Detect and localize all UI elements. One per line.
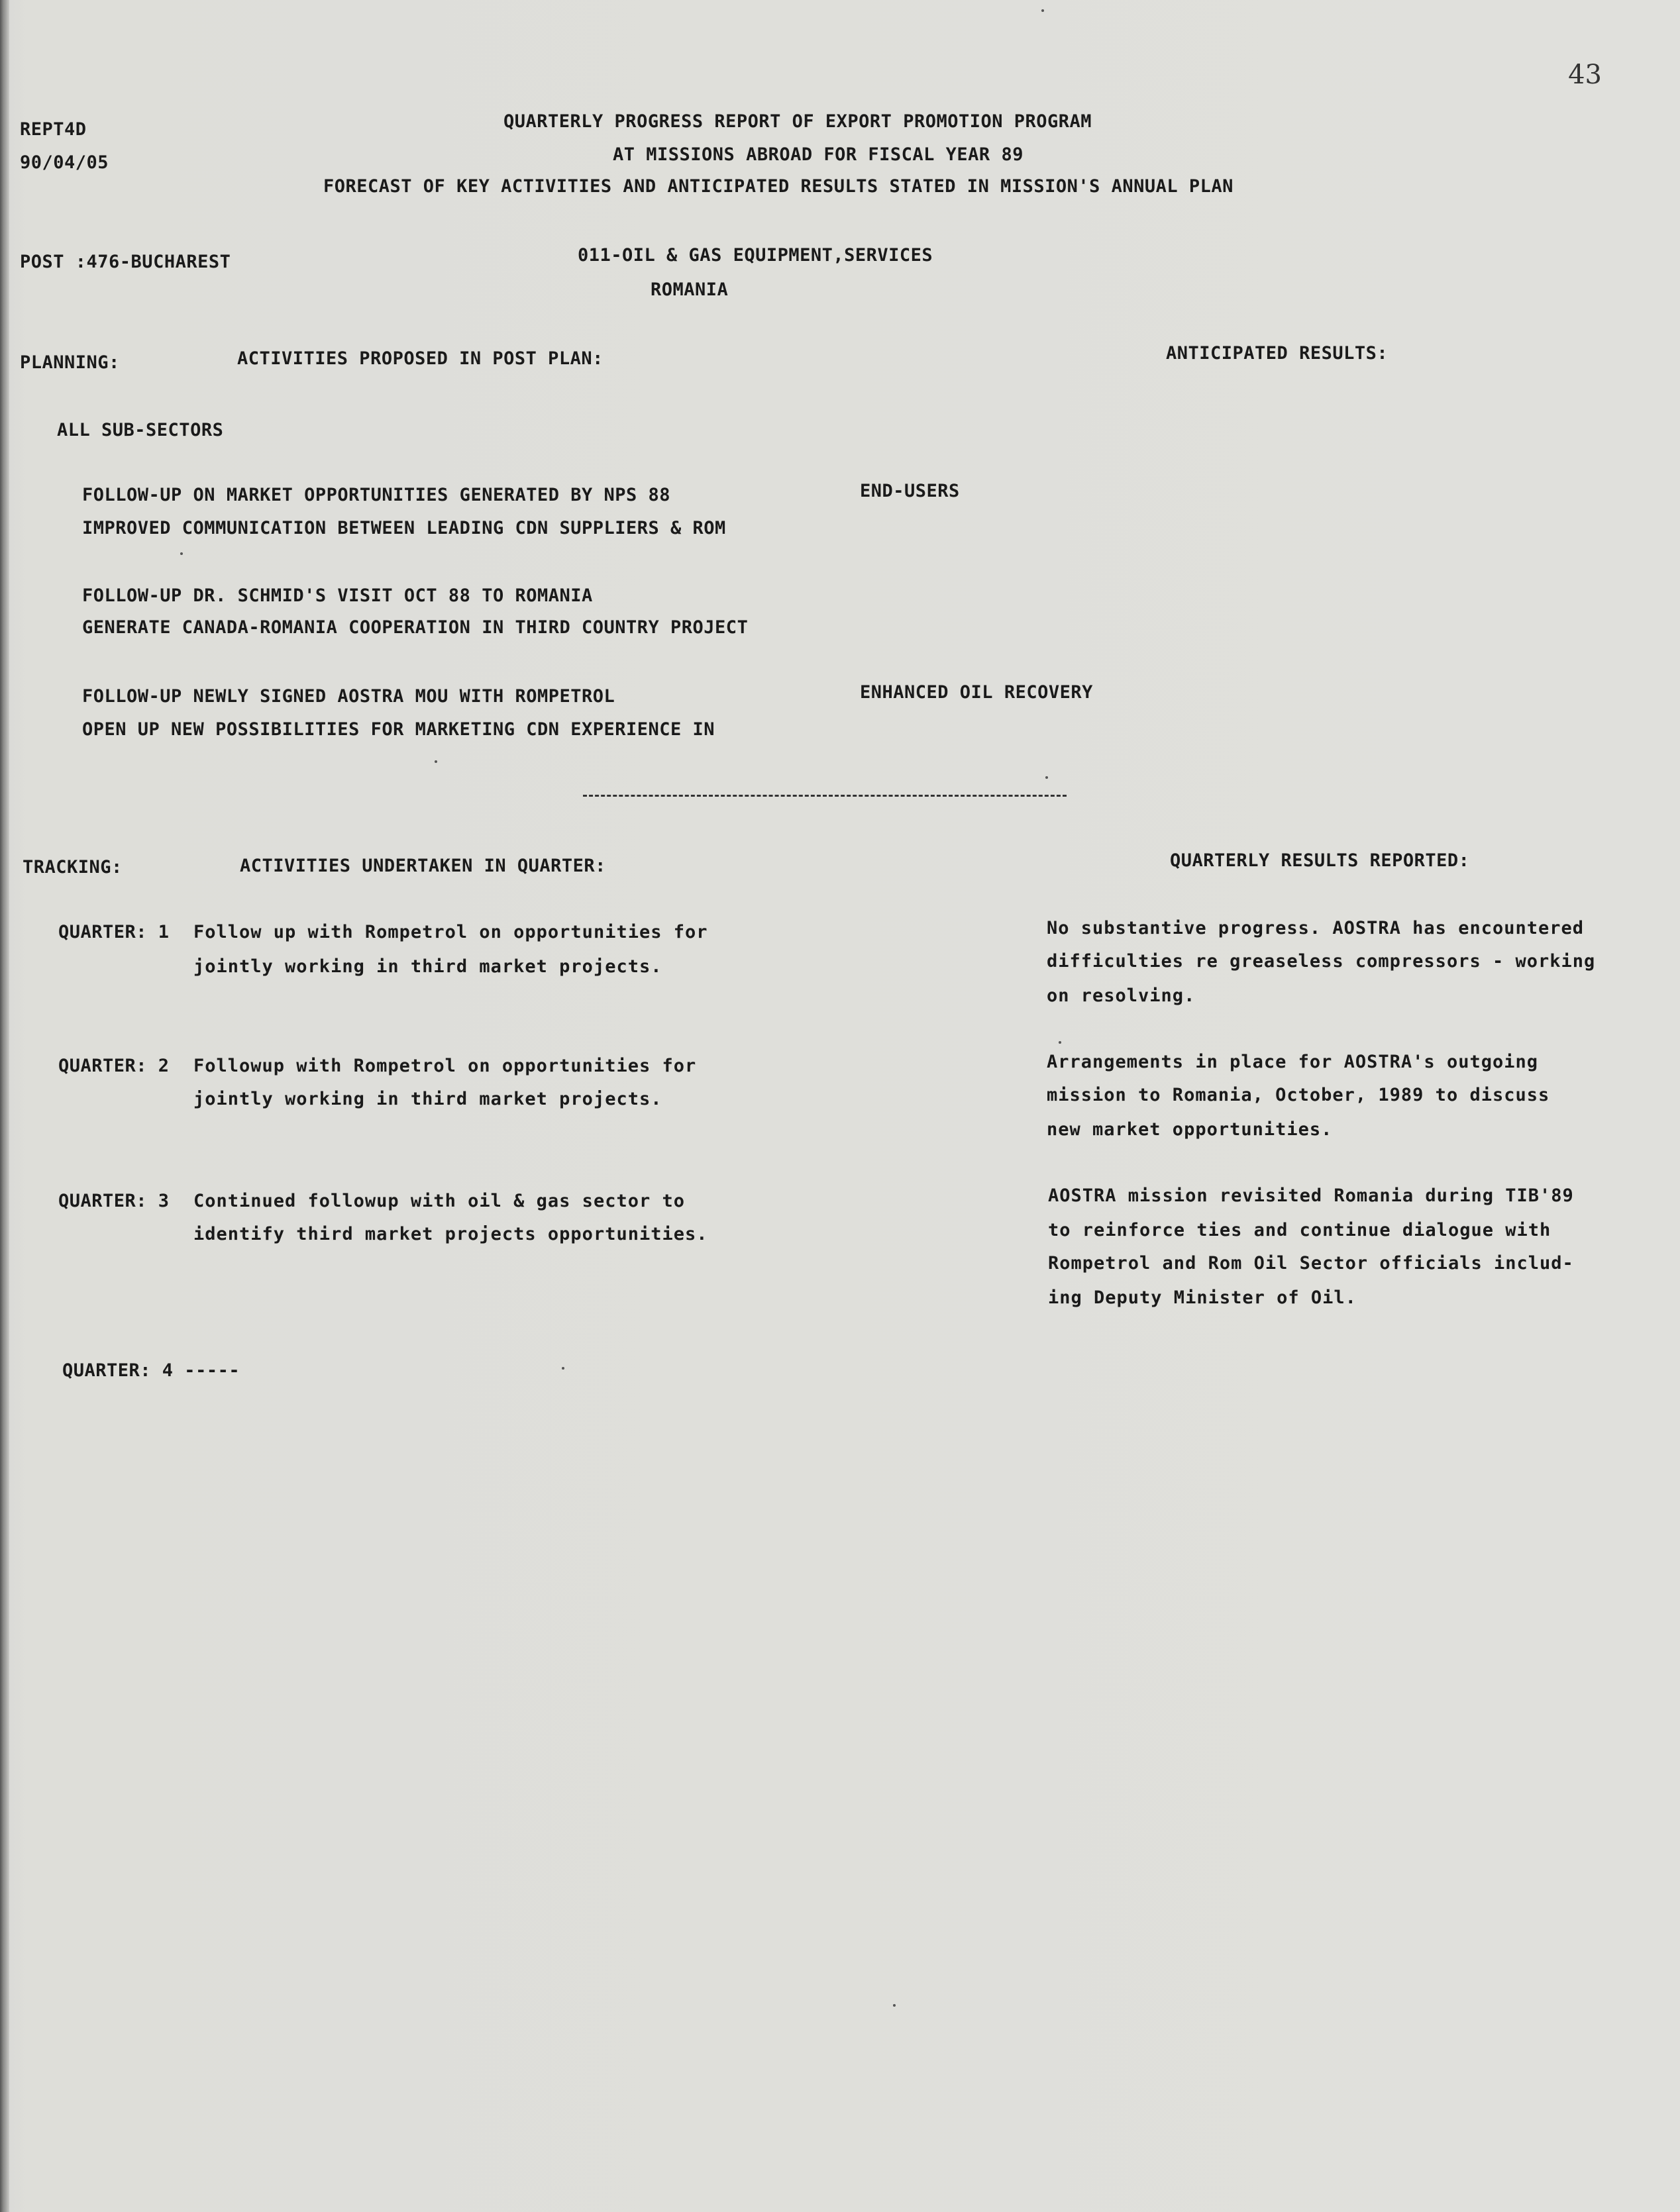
quarter-3-activity-line1: Continued followup with oil & gas sector to xyxy=(193,1191,685,1211)
quarter-2-label: QUARTER: 2 xyxy=(58,1056,170,1076)
plan-item-1-line1: FOLLOW-UP ON MARKET OPPORTUNITIES GENERATED BY NPS 88 xyxy=(82,485,671,505)
report-date: 90/04/05 xyxy=(20,152,109,173)
scan-speck xyxy=(1059,1041,1061,1044)
plan-item-2-line1: FOLLOW-UP DR. SCHMID'S VISIT OCT 88 TO ROMANIA xyxy=(82,585,593,606)
scan-speck xyxy=(435,760,437,763)
plan-item-3-line2: OPEN UP NEW POSSIBILITIES FOR MARKETING CDN EXPERIENCE IN xyxy=(82,719,715,740)
plan-item-1-line2: IMPROVED COMMUNICATION BETWEEN LEADING CDN SUPPLIERS & ROM xyxy=(82,518,726,538)
quarter-3-result-line4: ing Deputy Minister of Oil. xyxy=(1048,1287,1357,1308)
plan-item-3-result: ENHANCED OIL RECOVERY xyxy=(860,682,1093,703)
title-line-2: AT MISSIONS ABROAD FOR FISCAL YEAR 89 xyxy=(613,144,1024,165)
quarter-1-activity-line1: Follow up with Rompetrol on opportunities for xyxy=(193,922,708,942)
quarter-2-activity-line1: Followup with Rompetrol on opportunities for xyxy=(193,1056,697,1076)
title-line-1: QUARTERLY PROGRESS REPORT OF EXPORT PROMOTION PROGRAM xyxy=(503,111,1092,132)
scan-binding-edge xyxy=(0,0,9,2212)
page-number: 43 xyxy=(1568,60,1602,90)
quarter-1-result-line1: No substantive progress. AOSTRA has encountered xyxy=(1047,918,1585,938)
quarter-2-result-line2: mission to Romania, October, 1989 to discuss xyxy=(1047,1085,1550,1105)
scan-speck xyxy=(562,1367,564,1370)
quarter-4-label: QUARTER: 4 ----- xyxy=(62,1360,240,1381)
scan-speck xyxy=(180,552,183,555)
tracking-results-header: QUARTERLY RESULTS REPORTED: xyxy=(1170,850,1470,871)
planning-label: PLANNING: xyxy=(20,352,120,373)
quarter-3-result-line2: to reinforce ties and continue dialogue with xyxy=(1048,1220,1551,1240)
title-line-3: FORECAST OF KEY ACTIVITIES AND ANTICIPATED RESULTS STATED IN MISSION'S ANNUAL PLAN xyxy=(323,176,1234,197)
tracking-label: TRACKING: xyxy=(23,857,123,878)
section-divider xyxy=(583,795,1067,797)
planning-results-header: ANTICIPATED RESULTS: xyxy=(1166,343,1389,364)
tracking-activities-header: ACTIVITIES UNDERTAKEN IN QUARTER: xyxy=(240,856,606,876)
quarter-1-activity-line2: jointly working in third market projects. xyxy=(193,956,662,977)
quarter-1-result-line3: on resolving. xyxy=(1047,985,1196,1006)
quarter-3-result-line1: AOSTRA mission revisited Romania during TIB'89 xyxy=(1048,1185,1574,1206)
quarter-2-result-line1: Arrangements in place for AOSTRA's outgoing xyxy=(1047,1052,1538,1072)
post-label: POST :476-BUCHAREST xyxy=(20,252,231,272)
scan-speck xyxy=(1045,776,1048,779)
plan-item-2-line2: GENERATE CANADA-ROMANIA COOPERATION IN THIRD COUNTRY PROJECT xyxy=(82,617,749,638)
quarter-1-label: QUARTER: 1 xyxy=(58,922,170,942)
plan-item-3-line1: FOLLOW-UP NEWLY SIGNED AOSTRA MOU WITH ROMPETROL xyxy=(82,686,615,707)
planning-activities-header: ACTIVITIES PROPOSED IN POST PLAN: xyxy=(237,348,604,369)
quarter-2-result-line3: new market opportunities. xyxy=(1047,1119,1333,1140)
subsector-label: ALL SUB-SECTORS xyxy=(57,420,224,440)
country-name: ROMANIA xyxy=(651,279,729,300)
quarter-3-result-line3: Rompetrol and Rom Oil Sector officials includ- xyxy=(1048,1253,1574,1274)
quarter-3-activity-line2: identify third market projects opportunities. xyxy=(193,1224,708,1244)
quarter-1-result-line2: difficulties re greaseless compressors - working xyxy=(1047,951,1596,972)
scan-speck xyxy=(1041,9,1044,12)
quarter-2-activity-line2: jointly working in third market projects. xyxy=(193,1089,662,1109)
quarter-3-label: QUARTER: 3 xyxy=(58,1191,170,1211)
plan-item-1-result: END-USERS xyxy=(860,481,960,501)
report-id: REPT4D xyxy=(20,119,87,140)
sector-name: 011-OIL & GAS EQUIPMENT,SERVICES xyxy=(578,245,933,266)
scan-speck xyxy=(893,2004,896,2007)
